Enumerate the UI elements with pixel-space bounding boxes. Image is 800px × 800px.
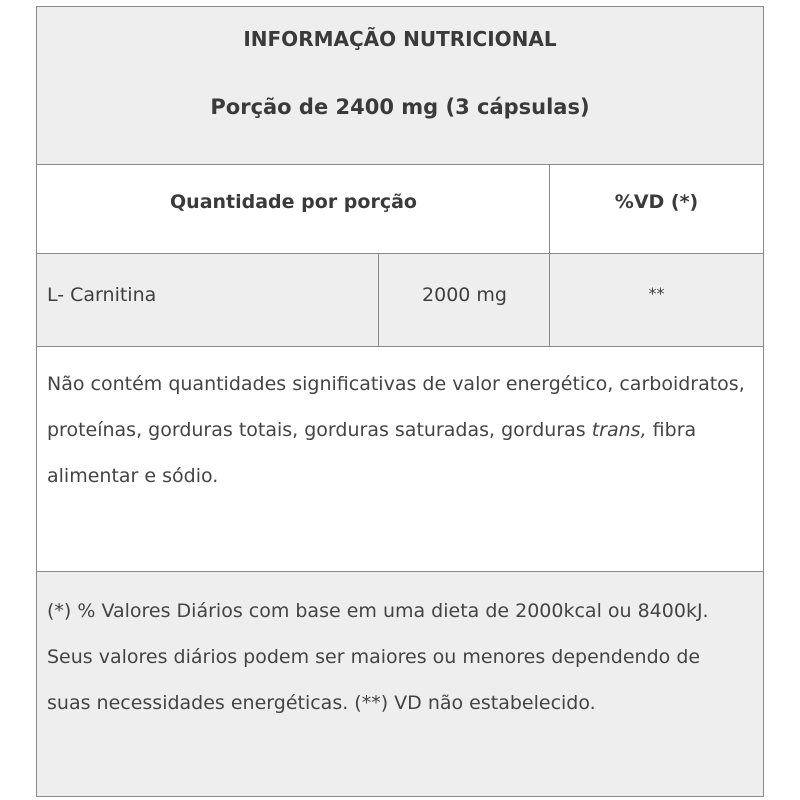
- nutrient-amount: 2000 mg: [422, 284, 507, 306]
- nutrition-facts-table: [36, 6, 764, 797]
- daily-value-label: %VD (*): [614, 191, 699, 213]
- note-text-start: Não contém quantidades significativas de valor energético, carboidratos, proteínas, gorduras totais, gorduras saturadas, gorduras: [47, 373, 745, 441]
- note-text: [47, 361, 747, 499]
- footnote-text: (*) % Valores Diários com base em uma dieta de 2000kcal ou 8400kJ. Seus valores diários podem ser maiores ou menores dependendo de suas necessidades energéticas. (**) VD não estabelecido.: [47, 600, 709, 714]
- quantity-per-portion-label: Quantidade por porção: [170, 191, 417, 213]
- table-row: [37, 254, 763, 347]
- footnote-section: [37, 572, 763, 796]
- not-significant-note: [37, 347, 763, 572]
- portion-size: Porção de 2400 mg (3 cápsulas): [210, 95, 590, 119]
- table-header: [37, 7, 763, 165]
- column-header-row: [37, 165, 763, 254]
- nutrient-name: L- Carnitina: [47, 284, 157, 306]
- nutrient-daily-value: **: [648, 284, 665, 303]
- note-text-end: fibra alimentar e sódio.: [47, 419, 697, 487]
- table-title: INFORMAÇÃO NUTRICIONAL: [243, 27, 557, 51]
- note-text-italic: trans,: [591, 419, 647, 441]
